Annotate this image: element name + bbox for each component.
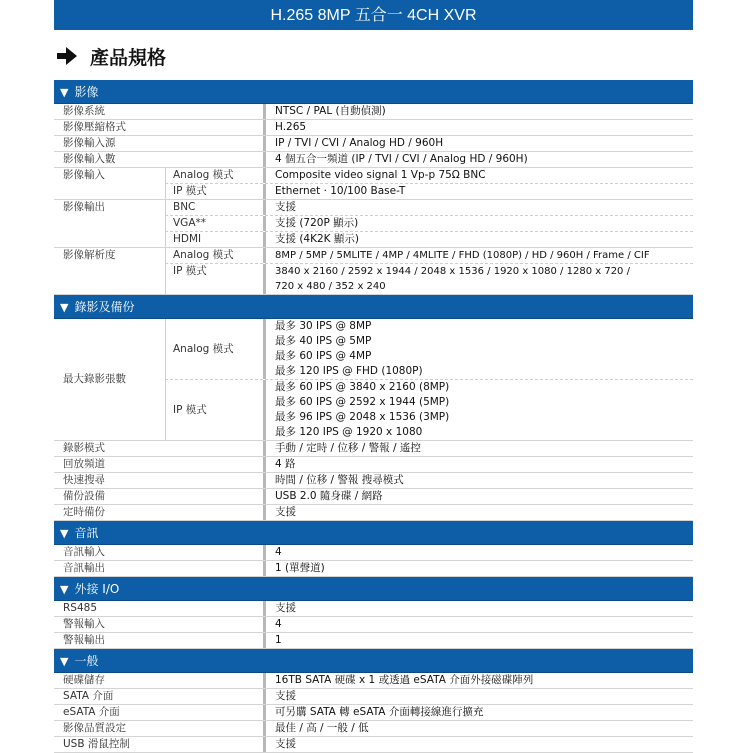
table-row [54, 136, 693, 152]
row-label: 音訊輸出 [63, 562, 105, 574]
product-title: H.265 8MP 五合一 4CH XVR [270, 7, 477, 24]
row-value: H.265 [263, 120, 693, 135]
table-subrow [165, 380, 693, 440]
section-title: 一般 [74, 654, 99, 668]
table-subrow [165, 264, 693, 294]
spec-heading [56, 42, 166, 70]
triangle-down-icon: ▼ [60, 655, 69, 668]
product-title-bar [54, 0, 693, 30]
row-label: 影像輸入 [63, 169, 105, 181]
table-row [54, 545, 693, 561]
row-label: SATA 介面 [63, 690, 114, 702]
sub-label: BNC [165, 200, 263, 215]
row-label: 錄影模式 [63, 442, 105, 454]
row-value: 1 [263, 633, 693, 648]
section-title: 影像 [74, 85, 99, 99]
section-header-video[interactable] [54, 80, 693, 104]
row-label: 音訊輸入 [63, 546, 105, 558]
table-subrow [165, 184, 693, 199]
section-title: 錄影及備份 [74, 300, 135, 314]
sub-label: Analog 模式 [165, 248, 263, 263]
row-label: 回放頻道 [63, 458, 105, 470]
row-value: 支援 [263, 737, 693, 752]
sub-label: IP 模式 [165, 184, 263, 199]
row-label: 影像輸入數 [63, 153, 116, 165]
row-value: 手動 / 定時 / 位移 / 警報 / 遙控 [263, 441, 693, 456]
row-value: 1 (單聲道) [263, 561, 693, 576]
row-value: NTSC / PAL (自動偵測) [263, 104, 693, 119]
row-label: USB 滑鼠控制 [63, 738, 130, 750]
section-header-audio[interactable] [54, 521, 693, 545]
table-row [54, 721, 693, 737]
table-row [54, 689, 693, 705]
triangle-down-icon: ▼ [60, 527, 69, 540]
table-row [54, 601, 693, 617]
table-row [54, 120, 693, 136]
row-label: 硬碟儲存 [63, 674, 105, 686]
value-line: 最多 60 IPS @ 4MP [275, 350, 372, 362]
row-label: 影像品質設定 [63, 722, 126, 734]
table-row-group [54, 200, 693, 248]
row-value: Composite video signal 1 Vp-p 75Ω BNC [263, 168, 693, 183]
value-line: 最多 60 IPS @ 2592 x 1944 (5MP) [275, 396, 450, 408]
value-line: 最多 120 IPS @ 1920 x 1080 [275, 426, 423, 438]
value-line: 最多 120 IPS @ FHD (1080P) [275, 365, 423, 377]
sub-label: Analog 模式 [165, 168, 263, 183]
row-value: IP / TVI / CVI / Analog HD / 960H [263, 136, 693, 151]
value-line: 3840 x 2160 / 2592 x 1944 / 2048 x 1536 / 1920 x 1080 / 1280 x 720 / [275, 266, 630, 277]
row-label: 最大錄影張數 [63, 373, 126, 385]
row-value: 支援 [263, 200, 693, 215]
table-row [54, 457, 693, 473]
row-value: 16TB SATA 硬碟 x 1 或透過 eSATA 介面外接磁碟陣列 [263, 673, 693, 688]
row-value: 支援 [263, 601, 693, 616]
row-value: 可另購 SATA 轉 eSATA 介面轉接線進行擴充 [263, 705, 693, 720]
sub-label: Analog 模式 [165, 319, 263, 379]
row-value: 支援 [263, 689, 693, 704]
row-label: 定時備份 [63, 506, 105, 518]
section-header-recording[interactable] [54, 295, 693, 319]
row-value: 支援 [263, 505, 693, 520]
row-value [263, 319, 693, 379]
table-subrow [165, 168, 693, 184]
row-value: Ethernet · 10/100 Base-T [263, 184, 693, 199]
triangle-down-icon: ▼ [60, 583, 69, 596]
row-label: eSATA 介面 [63, 706, 120, 718]
table-row [54, 617, 693, 633]
row-value: USB 2.0 隨身碟 / 網路 [263, 489, 693, 504]
row-value: 支援 (4K2K 顯示) [263, 232, 693, 247]
row-value: 4 路 [263, 457, 693, 472]
table-row [54, 441, 693, 457]
row-value: 8MP / 5MP / 5MLITE / 4MP / 4MLITE / FHD (1080P) / HD / 960H / Frame / CIF [263, 248, 693, 263]
sub-label: HDMI [165, 232, 263, 247]
table-subrow [165, 216, 693, 232]
section-header-io[interactable] [54, 577, 693, 601]
table-subrow [165, 248, 693, 264]
row-label: 影像輸入源 [63, 137, 116, 149]
triangle-down-icon: ▼ [60, 301, 69, 314]
row-value [263, 264, 693, 294]
table-row-group [54, 248, 693, 295]
table-subrow [165, 232, 693, 247]
table-row [54, 489, 693, 505]
row-value: 時間 / 位移 / 警報 搜尋模式 [263, 473, 693, 488]
value-line: 720 x 480 / 352 x 240 [275, 281, 386, 292]
spec-heading-text: 產品規格 [90, 46, 167, 69]
arrow-right-icon [56, 46, 78, 66]
sub-label: IP 模式 [165, 264, 263, 294]
triangle-down-icon: ▼ [60, 86, 69, 99]
row-label: 影像壓縮格式 [63, 121, 126, 133]
row-label: 快速搜尋 [63, 474, 105, 486]
row-value: 最佳 / 高 / 一般 / 低 [263, 721, 693, 736]
section-header-general[interactable] [54, 649, 693, 673]
table-row [54, 737, 693, 753]
section-title: 音訊 [74, 526, 99, 540]
row-label: 備份設備 [63, 490, 105, 502]
value-line: 最多 40 IPS @ 5MP [275, 335, 372, 347]
table-row-group [54, 168, 693, 200]
row-label: 影像系統 [63, 105, 105, 117]
row-label: 警報輸入 [63, 618, 105, 630]
row-value: 4 [263, 545, 693, 560]
row-label: 影像解析度 [63, 249, 116, 261]
table-subrow [165, 319, 693, 380]
row-value: 4 個五合一頻道 (IP / TVI / CVI / Analog HD / 960H) [263, 152, 693, 167]
table-row [54, 705, 693, 721]
sub-label: VGA** [165, 216, 263, 231]
value-line: 最多 30 IPS @ 8MP [275, 320, 372, 332]
table-row [54, 673, 693, 689]
section-title: 外接 I/O [74, 582, 120, 596]
table-row [54, 104, 693, 120]
row-value: 支援 (720P 顯示) [263, 216, 693, 231]
table-row [54, 561, 693, 577]
value-line: 最多 96 IPS @ 2048 x 1536 (3MP) [275, 411, 450, 423]
table-row [54, 505, 693, 521]
row-value [263, 380, 693, 440]
value-line: 最多 60 IPS @ 3840 x 2160 (8MP) [275, 381, 450, 393]
row-value: 4 [263, 617, 693, 632]
row-label: 警報輸出 [63, 634, 105, 646]
table-subrow [165, 200, 693, 216]
row-label: RS485 [63, 602, 98, 614]
table-row-group [54, 319, 693, 441]
row-label: 影像輸出 [63, 201, 105, 213]
spec-table [54, 80, 693, 753]
sub-label: IP 模式 [165, 380, 263, 440]
table-row [54, 633, 693, 649]
table-row [54, 152, 693, 168]
table-row [54, 473, 693, 489]
